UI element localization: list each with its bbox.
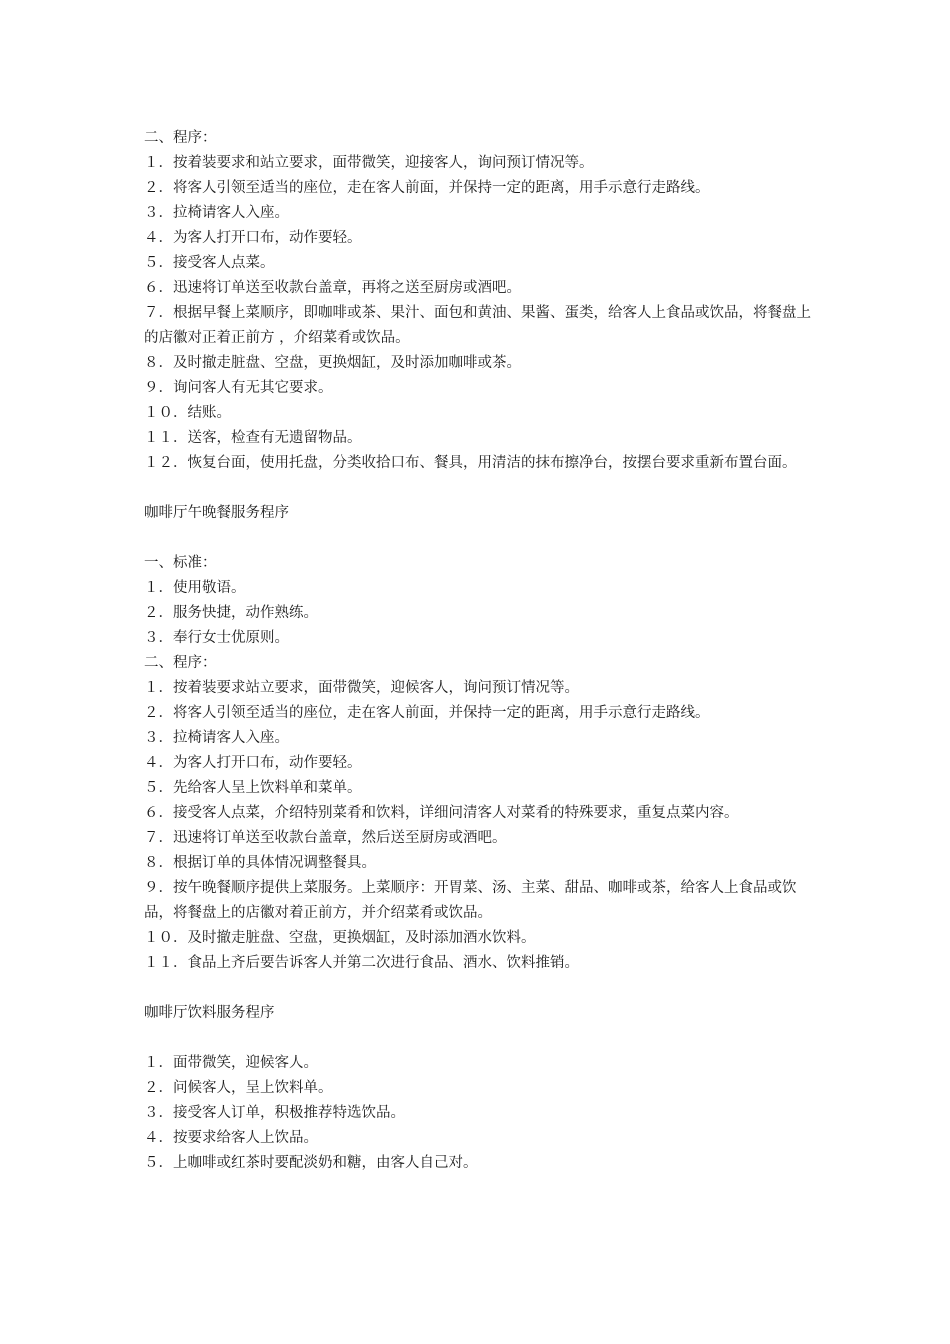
document-page [144,126,816,1176]
procedure-heading: 二、程序： [144,130,217,146]
list-item: ６．接受客人点菜，介绍特别菜肴和饮料，详细问清客人对菜肴的特殊要求，重复点菜内容。 [144,805,739,821]
list-item: １１．送客，检查有无遗留物品。 [144,430,362,446]
list-item: ６．迅速将订单送至收款台盖章，再将之送至厨房或酒吧。 [144,280,521,296]
list-item: ３．拉椅请客人入座。 [144,730,289,746]
list-item: ２．将客人引领至适当的座位，走在客人前面，并保持一定的距离，用手示意行走路线。 [144,180,710,196]
procedure-heading: 二、程序： [144,655,217,671]
list-item: ４．按要求给客人上饮品。 [144,1130,318,1146]
section-title-lunch-dinner: 咖啡厅午晚餐服务程序 [144,505,289,521]
spacer [144,976,816,1001]
list-item: ８．及时撤走脏盘、空盘，更换烟缸，及时添加咖啡或茶。 [144,355,521,371]
spacer [144,476,816,501]
list-item: ８．根据订单的具体情况调整餐具。 [144,855,376,871]
list-item: ４．为客人打开口布，动作要轻。 [144,755,362,771]
list-item: ７．迅速将订单送至收款台盖章，然后送至厨房或酒吧。 [144,830,507,846]
list-item: １．面带微笑，迎候客人。 [144,1055,318,1071]
list-item: ５．先给客人呈上饮料单和菜单。 [144,780,362,796]
list-item: ９．按午晚餐顺序提供上菜服务。上菜顺序：开胃菜、汤、主菜、甜品、咖啡或茶，给客人上食品或饮品，将餐盘上的店徽对着正前方，并介绍菜肴或饮品。 [144,880,797,921]
list-item: ２．将客人引领至适当的座位，走在客人前面，并保持一定的距离，用手示意行走路线。 [144,705,710,721]
list-item: ４．为客人打开口布，动作要轻。 [144,230,362,246]
list-item: ３．拉椅请客人入座。 [144,205,289,221]
standard-heading: 一、标准： [144,555,217,571]
list-item: ２．问候客人，呈上饮料单。 [144,1080,333,1096]
list-item: ５．上咖啡或红茶时要配淡奶和糖，由客人自己对。 [144,1155,478,1171]
list-item: １．按着装要求和站立要求，面带微笑，迎接客人，询问预订情况等。 [144,155,594,171]
list-item: ７．根据早餐上菜顺序，即咖啡或茶、果汁、面包和黄油、果酱、蛋类，给客人上食品或饮品，将餐盘上的店徽对正着正前方 ，介绍菜肴或饮品。 [144,305,811,346]
list-item: １１．食品上齐后要告诉客人并第二次进行食品、酒水、饮料推销。 [144,955,579,971]
list-item: ９．询问客人有无其它要求。 [144,380,333,396]
list-item: ３．奉行女士优原则。 [144,630,289,646]
list-item: １０．及时撤走脏盘、空盘，更换烟缸，及时添加酒水饮料。 [144,930,536,946]
section-title-beverage: 咖啡厅饮料服务程序 [144,1005,275,1021]
spacer [144,1026,816,1051]
list-item: １２．恢复台面，使用托盘，分类收拾口布、餐具，用清洁的抹布擦净台，按摆台要求重新布置台面。 [144,455,797,471]
list-item: １．使用敬语。 [144,580,246,596]
list-item: １０．结账。 [144,405,231,421]
list-item: １．按着装要求站立要求，面带微笑，迎候客人，询问预订情况等。 [144,680,579,696]
spacer [144,526,816,551]
list-item: ５．接受客人点菜。 [144,255,275,271]
list-item: ３．接受客人订单，积极推荐特选饮品。 [144,1105,405,1121]
list-item: ２．服务快捷，动作熟练。 [144,605,318,621]
